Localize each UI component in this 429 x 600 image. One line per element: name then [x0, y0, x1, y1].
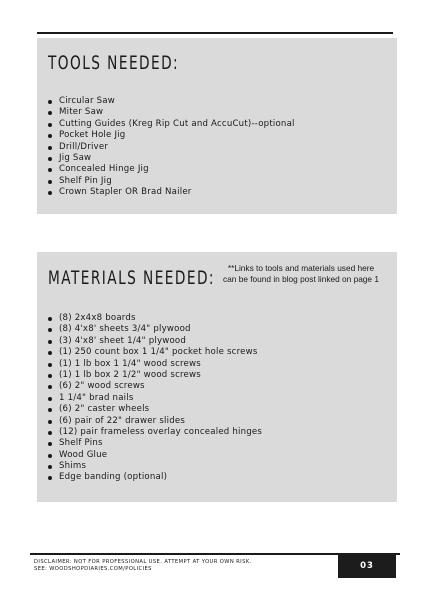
links-note	[217, 263, 385, 285]
list-item: Jig Saw	[47, 153, 295, 164]
list-item: Edge banding (optional)	[47, 472, 262, 483]
list-item: Shelf Pin Jig	[47, 176, 295, 187]
page-number: 03	[338, 554, 396, 578]
list-item: Circular Saw	[47, 96, 295, 107]
list-item: Drill/Driver	[47, 142, 295, 153]
links-note-line: **Links to tools and materials used here	[227, 263, 375, 273]
links-note-line: can be found in blog post linked on page 1	[223, 274, 379, 284]
list-item: Crown Stapler OR Brad Nailer	[47, 187, 295, 198]
materials-list	[47, 313, 262, 484]
disclaimer-line: DISCLAIMER: NOT FOR PROFESSIONAL USE. ATTEMPT AT YOUR OWN RISK.	[34, 559, 252, 565]
list-item: Concealed Hinge Jig	[47, 164, 295, 175]
list-item: (1) 250 count box 1 1/4" pocket hole screws	[47, 347, 262, 358]
materials-panel	[37, 252, 397, 502]
tools-list	[47, 96, 295, 199]
tools-heading: TOOLS NEEDED:	[48, 52, 180, 74]
list-item: (1) 1 lb box 1 1/4" wood screws	[47, 359, 262, 370]
list-item: (12) pair frameless overlay concealed hinges	[47, 427, 262, 438]
list-item: Pocket Hole Jig	[47, 130, 295, 141]
list-item: Shelf Pins	[47, 438, 262, 449]
list-item: Wood Glue	[47, 450, 262, 461]
list-item: (3) 4'x8' sheet 1/4" plywood	[47, 336, 262, 347]
list-item: 1 1/4" brad nails	[47, 393, 262, 404]
list-item: (6) 2" caster wheels	[47, 404, 262, 415]
list-item: (1) 1 lb box 2 1/2" wood screws	[47, 370, 262, 381]
materials-heading: MATERIALS NEEDED:	[48, 267, 215, 289]
list-item: Miter Saw	[47, 107, 295, 118]
tools-panel	[37, 38, 397, 214]
list-item: (6) 2" wood screws	[47, 381, 262, 392]
list-item: Cutting Guides (Kreg Rip Cut and AccuCut)--optional	[47, 119, 295, 130]
list-item: Shims	[47, 461, 262, 472]
top-divider	[37, 32, 393, 34]
list-item: (8) 2x4x8 boards	[47, 313, 262, 324]
disclaimer	[34, 559, 252, 573]
list-item: (6) pair of 22" drawer slides	[47, 416, 262, 427]
list-item: (8) 4'x8' sheets 3/4" plywood	[47, 324, 262, 335]
disclaimer-line: SEE: WOODSHOPDIARIES.COM/POLICIES	[34, 566, 152, 572]
